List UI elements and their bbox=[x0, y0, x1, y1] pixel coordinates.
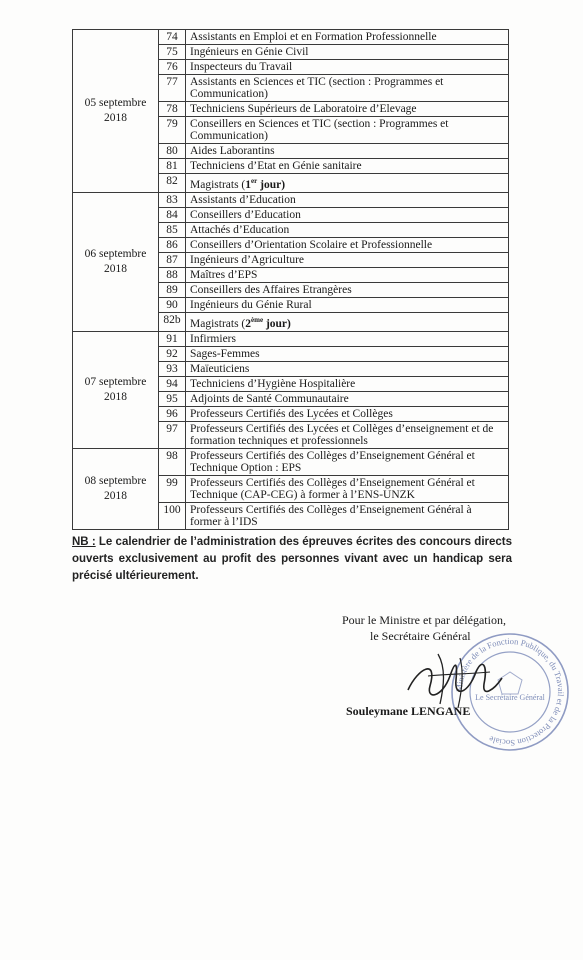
exam-label-cell: Aides Laborantins bbox=[186, 144, 509, 159]
exam-number-cell: 82b bbox=[159, 312, 186, 331]
exam-date-cell: 06 septembre 2018 bbox=[73, 192, 159, 331]
exam-label-cell: Ingénieurs en Génie Civil bbox=[186, 45, 509, 60]
exam-number-cell: 81 bbox=[159, 159, 186, 174]
exam-number-cell: 86 bbox=[159, 237, 186, 252]
exam-number-cell: 91 bbox=[159, 331, 186, 346]
stamp-ring-text: Ministère de la Fonction Publique, du Travail et de la Protection Sociale bbox=[453, 635, 567, 749]
exam-label-cell bbox=[186, 312, 509, 331]
exam-number-cell: 98 bbox=[159, 448, 186, 475]
exam-label-cell: Conseillers en Sciences et TIC (section : Programmes et Communication) bbox=[186, 117, 509, 144]
exam-label-cell: Assistants d’Education bbox=[186, 192, 509, 207]
exam-number-cell: 83 bbox=[159, 192, 186, 207]
exam-label-cell: Professeurs Certifiés des Collèges d’Enseignement Général et Technique Option : EPS bbox=[186, 448, 509, 475]
exam-number-cell: 88 bbox=[159, 267, 186, 282]
exam-number-cell: 96 bbox=[159, 406, 186, 421]
exam-label-cell: Techniciens d’Etat en Génie sanitaire bbox=[186, 159, 509, 174]
exam-label-cell: Assistants en Sciences et TIC (section : Programmes et Communication) bbox=[186, 75, 509, 102]
exam-number-cell: 87 bbox=[159, 252, 186, 267]
exam-schedule-table bbox=[72, 29, 509, 530]
exam-label-text: Magistrats ( bbox=[190, 178, 246, 191]
exam-label-cell bbox=[186, 174, 509, 193]
exam-date-cell: 08 septembre 2018 bbox=[73, 448, 159, 529]
day-number: 2 bbox=[245, 317, 252, 330]
exam-label-cell: Conseillers d’Education bbox=[186, 207, 509, 222]
stamp-inner-text: Le Secrétaire Général bbox=[475, 693, 545, 702]
exam-number-cell: 77 bbox=[159, 75, 186, 102]
table-row bbox=[73, 448, 509, 475]
signature-line-1: Pour le Ministre et par délégation, bbox=[342, 613, 506, 627]
day-ordinal-suffix: er bbox=[251, 177, 258, 185]
exam-label-cell: Maïeuticiens bbox=[186, 361, 509, 376]
day-word: jour) bbox=[257, 178, 286, 191]
exam-label-cell: Professeurs Certifiés des Lycées et Collèges bbox=[186, 406, 509, 421]
exam-number-cell: 78 bbox=[159, 102, 186, 117]
nb-prefix: NB : bbox=[72, 536, 96, 548]
exam-number-cell: 74 bbox=[159, 30, 186, 45]
exam-number-cell: 93 bbox=[159, 361, 186, 376]
exam-label-cell: Conseillers d’Orientation Scolaire et Professionnelle bbox=[186, 237, 509, 252]
exam-number-cell: 85 bbox=[159, 222, 186, 237]
exam-number-cell: 100 bbox=[159, 502, 186, 529]
exam-label-cell: Professeurs Certifiés des Lycées et Collèges d’enseignement et de formation techniques et professionnels bbox=[186, 421, 509, 448]
exam-label-cell: Conseillers des Affaires Etrangères bbox=[186, 282, 509, 297]
exam-label-cell: Assistants en Emploi et en Formation Professionnelle bbox=[186, 30, 509, 45]
exam-number-cell: 97 bbox=[159, 421, 186, 448]
table-row bbox=[73, 192, 509, 207]
exam-number-cell: 95 bbox=[159, 391, 186, 406]
exam-label-cell: Inspecteurs du Travail bbox=[186, 60, 509, 75]
exam-date-cell: 07 septembre 2018 bbox=[73, 331, 159, 448]
exam-number-cell: 89 bbox=[159, 282, 186, 297]
exam-date-cell: 05 septembre 2018 bbox=[73, 30, 159, 193]
exam-label-cell: Professeurs Certifiés des Collèges d’Enseignement Général à former à l’IDS bbox=[186, 502, 509, 529]
exam-label-cell: Techniciens d’Hygiène Hospitalière bbox=[186, 376, 509, 391]
exam-label-cell: Infirmiers bbox=[186, 331, 509, 346]
exam-number-cell: 90 bbox=[159, 297, 186, 312]
table-row bbox=[73, 331, 509, 346]
exam-number-cell: 75 bbox=[159, 45, 186, 60]
exam-number-cell: 99 bbox=[159, 475, 186, 502]
nb-text: Le calendrier de l’administration des épreuves écrites des concours directs ouverts exclusivement au profit des personnes vivant avec un handicap sera précisé ultérieurement. bbox=[72, 536, 513, 582]
exam-number-cell: 92 bbox=[159, 346, 186, 361]
exam-label-cell: Ingénieurs du Génie Rural bbox=[186, 297, 509, 312]
exam-label-text: Magistrats ( bbox=[190, 317, 246, 330]
day-ordinal-suffix: ème bbox=[251, 315, 264, 324]
nb-note bbox=[72, 534, 512, 585]
signatory-name: Souleymane LENGANE bbox=[346, 704, 471, 718]
exam-label-cell: Sages-Femmes bbox=[186, 346, 509, 361]
table-row bbox=[73, 30, 509, 45]
exam-label-cell: Techniciens Supérieurs de Laboratoire d’Elevage bbox=[186, 102, 509, 117]
exam-number-cell: 80 bbox=[159, 144, 186, 159]
exam-number-cell: 79 bbox=[159, 117, 186, 144]
exam-number-cell: 82 bbox=[159, 174, 186, 193]
exam-number-cell: 76 bbox=[159, 60, 186, 75]
exam-label-cell: Adjoints de Santé Communautaire bbox=[186, 391, 509, 406]
signature-line-2: le Secrétaire Général bbox=[370, 629, 471, 643]
exam-number-cell: 84 bbox=[159, 207, 186, 222]
exam-label-cell: Maîtres d’EPS bbox=[186, 267, 509, 282]
day-word: jour) bbox=[263, 317, 291, 330]
exam-number-cell: 94 bbox=[159, 376, 186, 391]
exam-label-cell: Ingénieurs d’Agriculture bbox=[186, 252, 509, 267]
day-number: 1 bbox=[245, 178, 252, 191]
exam-label-cell: Professeurs Certifiés des Collèges d’Enseignement Général et Technique (CAP-CEG) à former à l’ENS-UNZK bbox=[186, 475, 509, 502]
exam-label-cell: Attachés d’Education bbox=[186, 222, 509, 237]
